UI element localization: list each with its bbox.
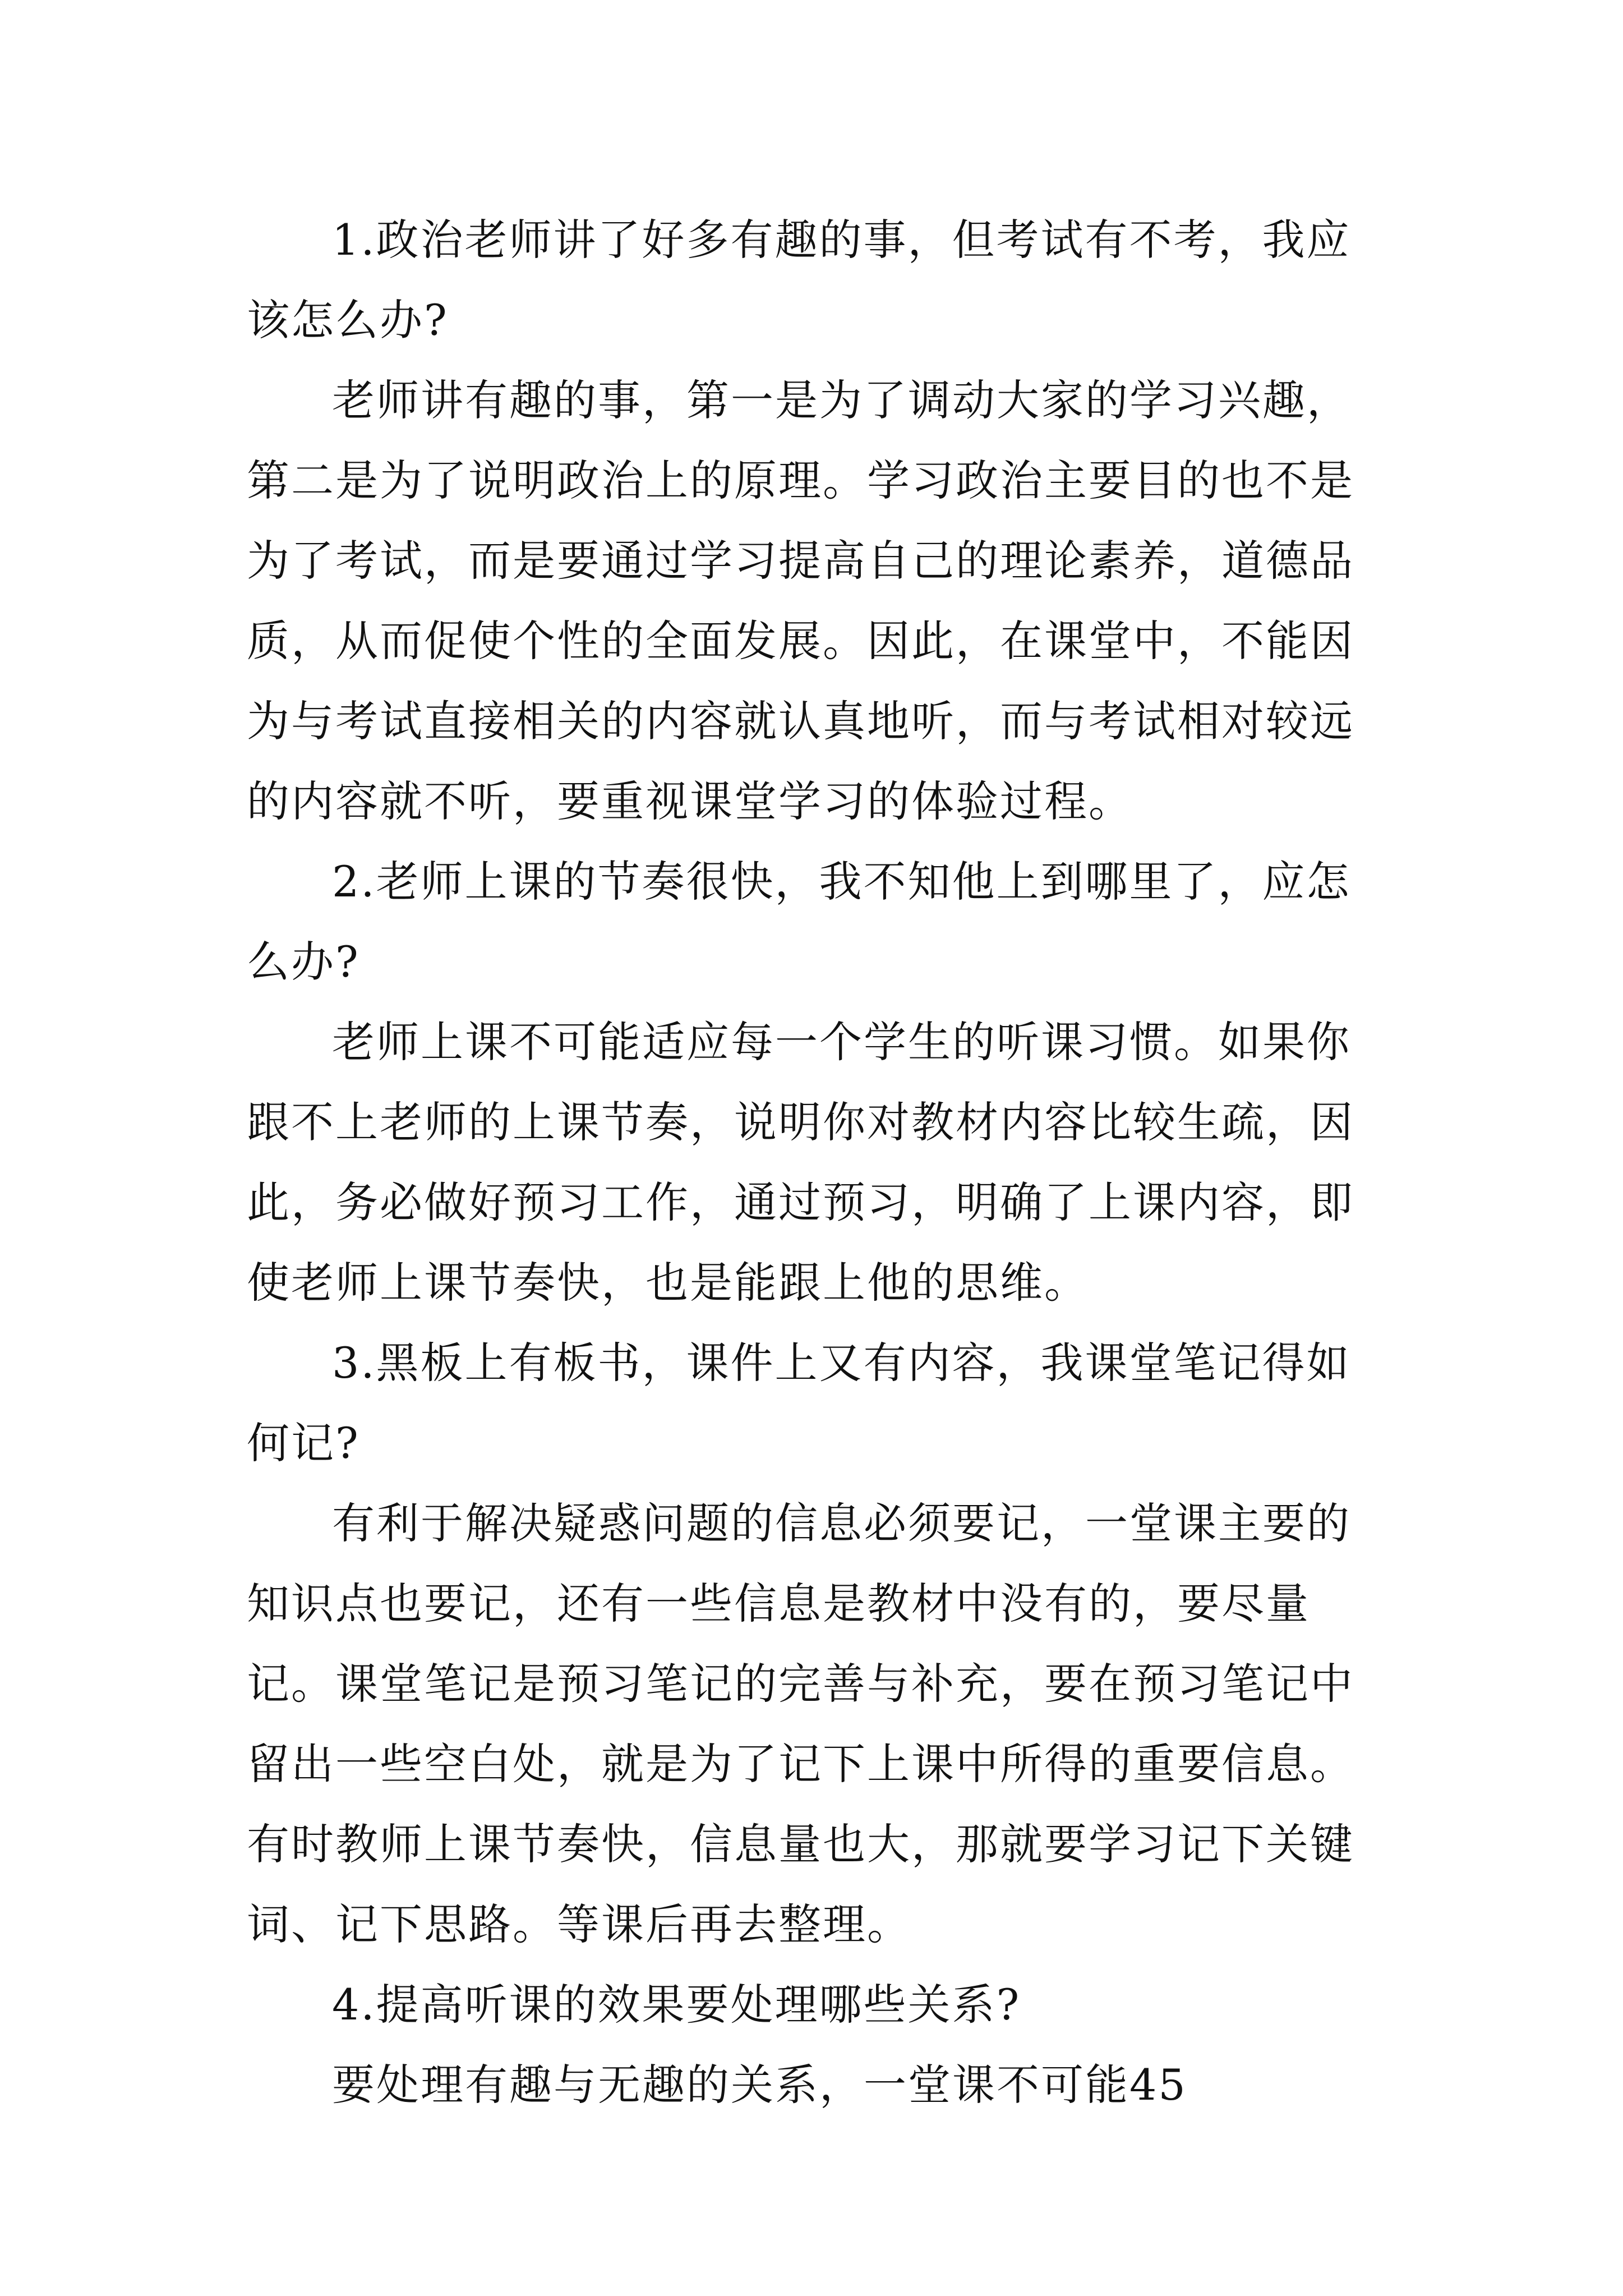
answer-2: 老师上课不可能适应每一个学生的听课习惯。如果你跟不上老师的上课节奏，说明你对教材内容比较生疏，因此，务必做好预习工作，通过预习，明确了上课内容，即使老师上课节奏快，也是能跟上他的思维。: [247, 1017, 1354, 1308]
question-3: 3.黑板上有板书，课件上又有内容，我课堂笔记得如何记?: [247, 1338, 1351, 1468]
answer-4: 要处理有趣与无趣的关系，一堂课不可能45: [332, 2060, 1187, 2110]
document-body: [247, 200, 1385, 2125]
answer-1: 老师讲有趣的事，第一是为了调动大家的学习兴趣，第二是为了说明政治上的原理。学习政治主要目的也不是为了考试，而是要通过学习提高自己的理论素养，道德品质，从而促使个性的全面发展。因此，在课堂中，不能因为与考试直接相关的内容就认真地听，而与考试相对较远的内容就不听，要重视课堂学习的体验过程。: [247, 375, 1354, 826]
question-4: 4.提高听课的效果要处理哪些关系?: [332, 1980, 1021, 2030]
answer-3: 有利于解决疑惑问题的信息必须要记，一堂课主要的知识点也要记，还有一些信息是教材中没有的，要尽量记。课堂笔记是预习笔记的完善与补充，要在预习笔记中留出一些空白处，就是为了记下上课中所得的重要信息。有时教师上课节奏快，信息量也大，那就要学习记下关键词、记下思路。等课后再去整理。: [247, 1498, 1354, 1949]
question-2: 2.老师上课的节奏很快，我不知他上到哪里了，应怎么办?: [247, 857, 1351, 987]
question-1: 1.政治老师讲了好多有趣的事，但考试有不考，我应该怎么办?: [247, 215, 1351, 345]
